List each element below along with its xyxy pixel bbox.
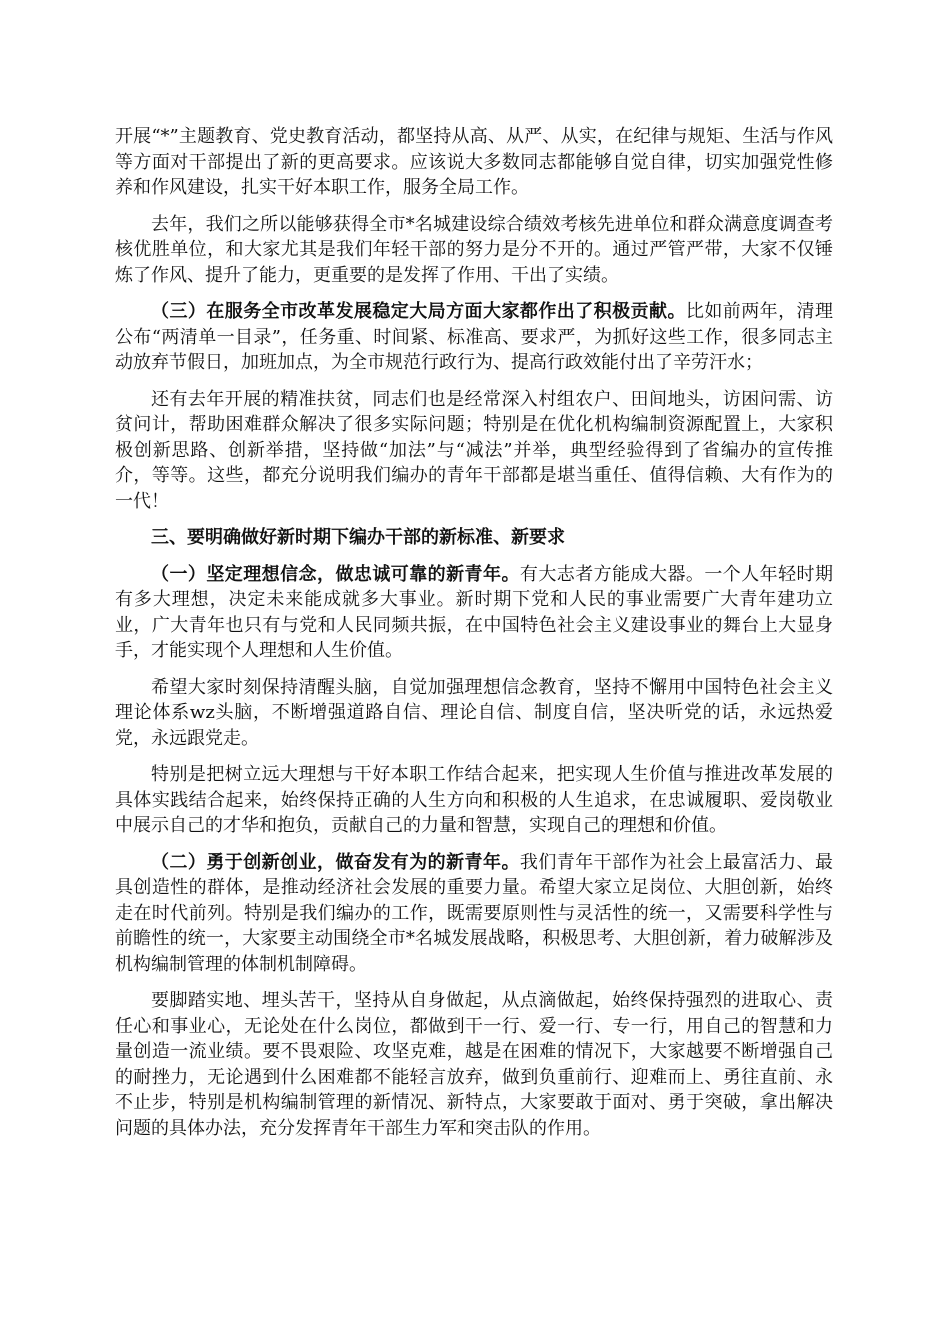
paragraph xyxy=(115,387,833,515)
paragraph xyxy=(115,124,833,201)
paragraph-text: 有大志者方能成大器。一个人年轻时期有多大理想，决定未来能成就多大事业。新时期下党和人民的事业需要广大青年建功立业，广大青年也只有与党和人民同频共振，在中国特色社会主义建设事业的舞台上大显身手，才能实现个人理想和人生价值。 xyxy=(115,563,833,661)
paragraph xyxy=(115,675,833,752)
paragraph xyxy=(115,762,833,839)
paragraph-text: 特别是把树立远大理想与干好本职工作结合起来，把实现人生价值与推进改革发展的具体实践结合起来，始终保持正确的人生方向和积极的人生追求，在忠诚履职、爱岗敬业中展示自己的才华和抱负，贡献自己的力量和智慧，实现自己的理想和价值。 xyxy=(115,764,833,836)
paragraph-text: 还有去年开展的精准扶贫，同志们也是经常深入村组农户、田间地头，访困问需、访贫问计，帮助困难群众解决了很多实际问题；特别是在优化机构编制资源配置上，大家积极创新思路、创新举措，坚持做“加法”与“减法”并举，典型经验得到了省编办的宣传推介，等等。这些，都充分说明我们编办的青年干部都是堪当重任、值得信赖、大有作为的一代！ xyxy=(115,388,833,512)
section-heading xyxy=(115,525,833,551)
paragraph xyxy=(115,212,833,289)
paragraph-text: 去年，我们之所以能够获得全市*名城建设综合绩效考核先进单位和群众满意度调查考核优胜单位，和大家尤其是我们年轻干部的努力是分不开的。通过严管严带，大家不仅锤炼了作风、提升了能力，更重要的是发挥了作用、干出了实绩。 xyxy=(115,213,833,286)
paragraph-lead: （二）勇于创新创业，做奋发有为的新青年。 xyxy=(151,851,520,873)
section-heading-text: 三、要明确做好新时期下编办干部的新标准、新要求 xyxy=(151,527,565,548)
paragraph-text: 开展“*”主题教育、党史教育活动，都坚持从高、从严、从实，在纪律与规矩、生活与作风等方面对干部提出了新的更高要求。应该说大多数同志都能够自觉自律，切实加强党性修养和作风建设，扎实干好本职工作，服务全局工作。 xyxy=(115,126,833,198)
paragraph-text: 希望大家时刻保持清醒头脑，自觉加强理想信念教育，坚持不懈用中国特色社会主义理论体系wz头脑，不断增强道路自信、理论自信、制度自信，坚决听党的话，永远热爱党，永远跟党走。 xyxy=(115,676,833,749)
paragraph-text: 比如前两年，清理公布“两清单一目录”，任务重、时间紧、标准高、要求严，为抓好这些工作，很多同志主动放弃节假日，加班加点，为全市规范行政行为、提高行政效能付出了辛劳汗水； xyxy=(115,301,834,373)
paragraph xyxy=(115,988,833,1141)
document-page xyxy=(115,124,833,1152)
paragraph xyxy=(115,850,833,978)
paragraph-text: 我们青年干部作为社会上最富活力、最具创造性的群体，是推动经济社会发展的重要力量。希望大家立足岗位、大胆创新，始终走在时代前列。特别是我们编办的工作，既需要原则性与灵活性的统一，又需要科学性与前瞻性的统一，大家要主动围绕全市*名城发展战略，积极思考、大胆创新，着力破解涉及机构编制管理的体制机制障碍。 xyxy=(115,851,833,975)
paragraph-text: 要脚踏实地、埋头苦干，坚持从自身做起，从点滴做起，始终保持强烈的进取心、责任心和事业心，无论处在什么岗位，都做到干一行、爱一行、专一行，用自己的智慧和力量创造一流业绩。要不畏艰险、攻坚克难，越是在困难的情况下，大家越要不断增强自己的耐挫力，无论遇到什么困难都不能轻言放弃，做到负重前行、迎难而上、勇往直前、永不止步，特别是机构编制管理的新情况、新特点，大家要敢于面对、勇于突破，拿出解决问题的具体办法，充分发挥青年干部生力军和突击队的作用。 xyxy=(115,990,833,1139)
paragraph xyxy=(115,562,833,664)
paragraph-lead: （三）在服务全市改革发展稳定大局方面大家都作出了积极贡献。 xyxy=(151,301,686,322)
paragraph-lead: （一）坚定理想信念，做忠诚可靠的新青年。 xyxy=(151,563,520,585)
paragraph xyxy=(115,299,833,376)
